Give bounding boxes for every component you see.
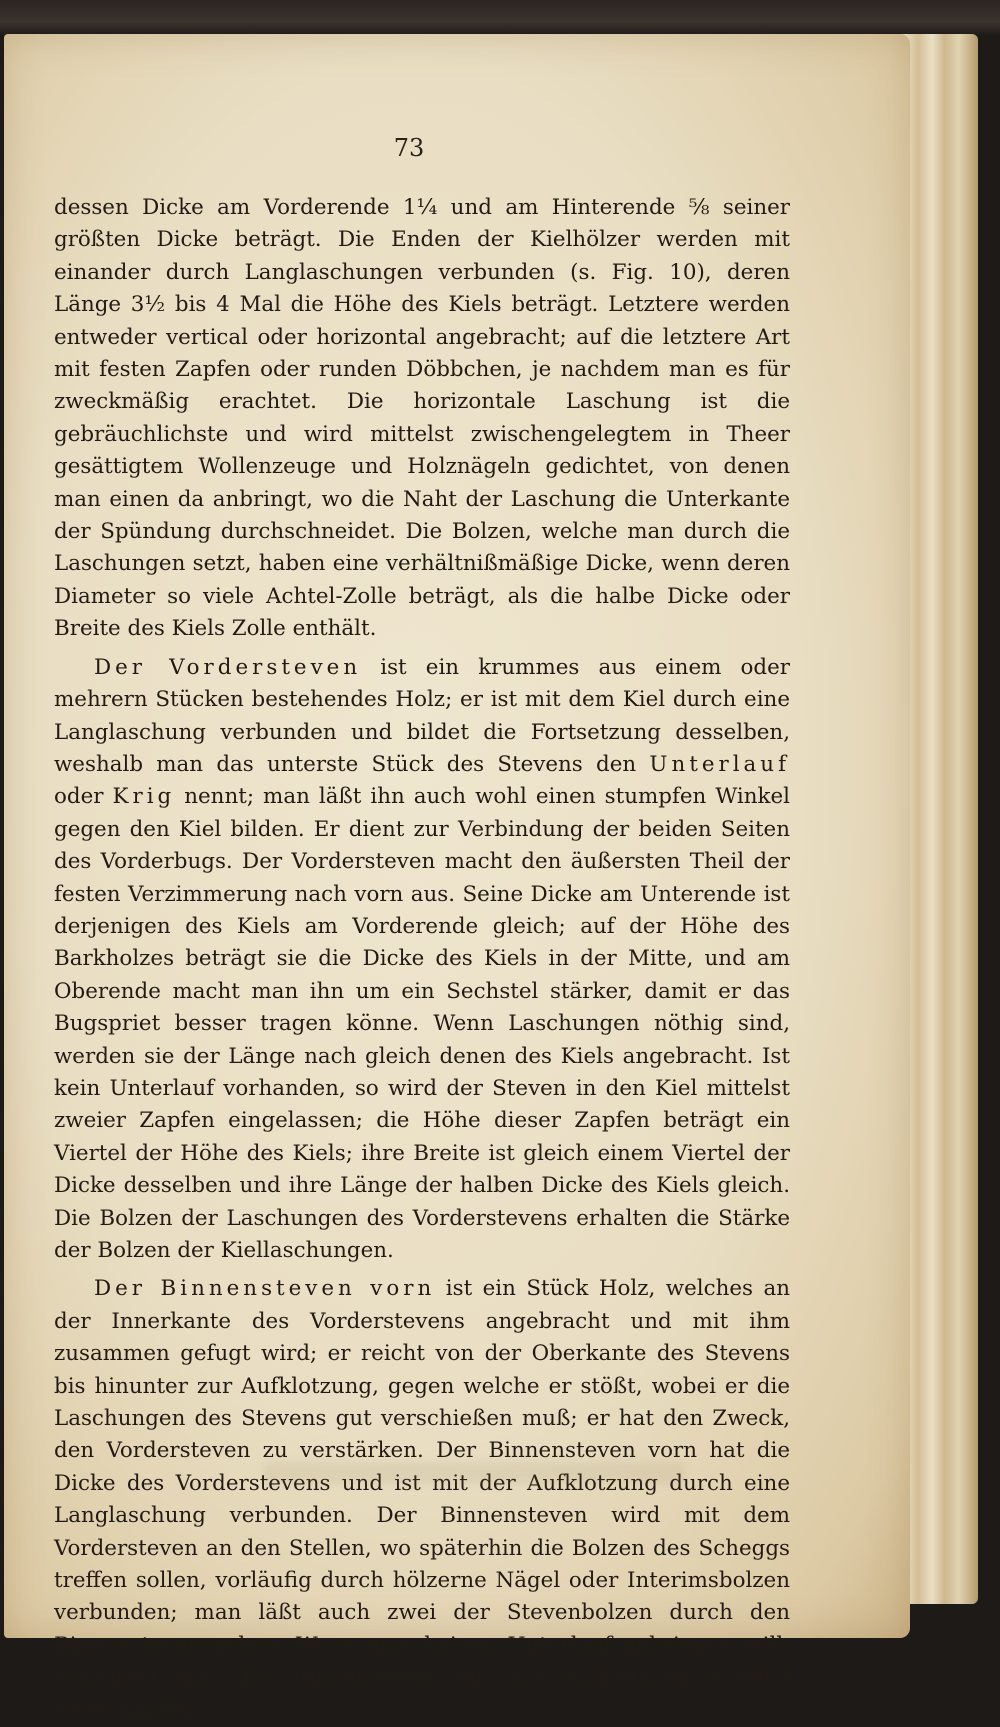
page-number: 73: [393, 134, 425, 162]
term-krig: Krig: [112, 784, 176, 810]
paragraph-2-mid: oder: [54, 784, 113, 810]
paragraph-2-text: ist ein krummes aus einem oder mehrern Stücken bestehendes Holz; er ist mit dem Kiel durch eine Langlaschung verbunden und bildet die Fortsetzung desselben, weshalb man das unterste Stück des Stevens den: [54, 654, 790, 777]
body-text: [54, 192, 790, 1727]
paragraph-2: [54, 652, 790, 1268]
term-unterlauf: Unterlauf: [649, 751, 790, 777]
term-vordersteven: Der Vordersteven: [94, 654, 362, 680]
book-top-edge: [0, 0, 1000, 36]
paragraph-3: [54, 1273, 790, 1727]
term-binnensteven-vorn: Der Binnensteven vorn: [94, 1276, 436, 1302]
book-page: [4, 34, 910, 1723]
paragraph-1-text: dessen Dicke am Vorderende 1¼ und am Hinterende ⅝ seiner größten Dicke beträgt. Die Enden der Kielhölzer werden mit einander durch Langlaschungen verbunden (s. Fig. 10), deren Länge 3½ bis 4 Mal die Höhe des Kiels beträgt. Letztere werden entweder vertical oder horizontal angebracht; auf die letztere Art mit festen Zapfen oder runden Döbbchen, je nachdem man es für zweckmäßig erachtet. Die horizontale Laschung ist die gebräuchlichste und wird mittelst zwischengelegtem in Theer gesättigtem Wollenzeuge und Holznägeln gedichtet, von denen man einen da anbringt, wo die Naht der Laschung die Unterkante der Spündung durchschneidet. Die Bolzen, welche man durch die Laschungen setzt, haben eine verhältnißmäßige Dicke, wenn deren Diameter so viele Achtel-Zolle beträgt, als die halbe Dicke oder Breite des Kiels Zolle enthält.: [54, 195, 790, 642]
paragraph-3-text: ist ein Stück Holz, welches an der Innerkante des Vorderstevens angebracht und mit ihm zusammen gefugt wird; er reicht von der Oberkante des Stevens bis hinunter zur Aufklotzung, gegen welche er stößt, wobei er die Laschungen des Stevens gut verschießen muß; er hat den Zweck, den Vordersteven zu verstärken. Der Binnensteven vorn hat die Dicke des Vorderstevens und ist mit der Aufklotzung durch eine Langlaschung verbunden. Der Binnensteven wird mit dem Vordersteven an den Stellen, wo späterhin die Bolzen des Scheggs treffen sollen, vorläufig durch hölzerne Nägel oder Interimsbolzen verbunden; man läßt auch zwei der Stevenbolzen durch den Binnensteven gehen. Wenn man keinen Unterlauf anbringen will, verbindet man den Binnensteven mit der Aufklotzung mittelst eines Zapfens.: [54, 1276, 790, 1723]
show-through-smudge: [264, 1462, 684, 1484]
paragraph-1: [54, 192, 790, 646]
paragraph-2-rest: nennt; man läßt ihn auch wohl einen stumpfen Winkel gegen den Kiel bilden. Er dient zur Verbindung der beiden Seiten des Vorderbugs. Der Vordersteven macht den äußersten Theil der festen Verzimmerung nach vorn aus. Seine Dicke am Unterende ist derjenigen des Kiels am Vorderende gleich; auf der Höhe des Barkholzes beträgt sie die Dicke des Kiels in der Mitte, und am Oberende macht man ihn um ein Sechstel stärker, damit er das Bugspriet besser tragen könne. Wenn Laschungen nöthig sind, werden sie der Länge nach gleich denen des Kiels angebracht. Ist kein Unterlauf vorhanden, so wird der Steven in den Kiel mittelst zweier Zapfen eingelassen; die Höhe dieser Zapfen beträgt ein Viertel der Höhe des Kiels; ihre Breite ist gleich einem Viertel der Dicke desselben und ihre Länge der halben Dicke des Kiels gleich. Die Bolzen der Laschungen des Vorderstevens erhalten die Stärke der Bolzen der Kiellaschungen.: [54, 784, 791, 1263]
